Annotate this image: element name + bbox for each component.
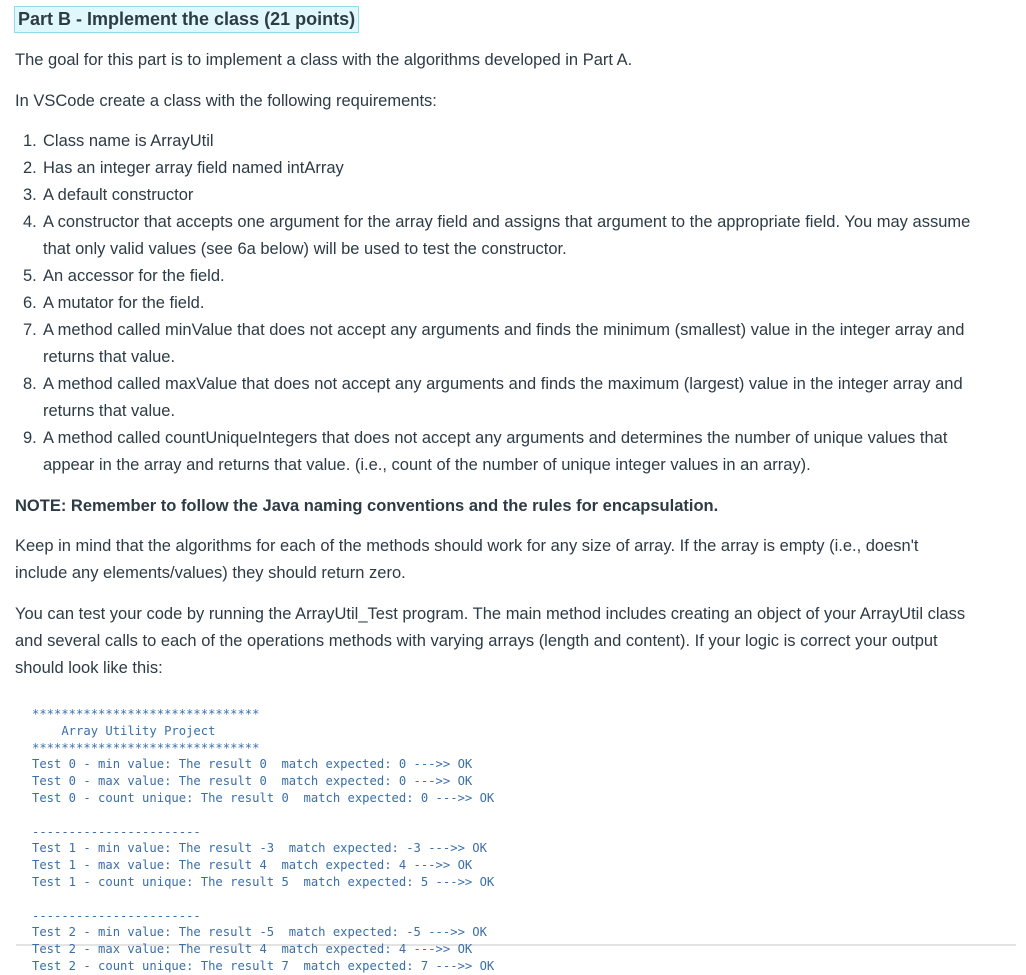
requirement-number: 4. (23, 213, 37, 231)
requirement-text: A method called countUniqueIntegers that does not accept any arguments and determines the number of unique values that appear in the array and returns that value. (i.e., count of the number of unique integer values in an array). (43, 429, 948, 474)
requirement-text: An accessor for the field. (43, 267, 225, 285)
heading-container (14, 6, 359, 33)
requirement-text: Has an integer array field named intArray (43, 159, 344, 177)
requirement-text: A method called maxValue that does not accept any arguments and finds the maximum (largest) value in the integer array and returns that value. (43, 375, 963, 420)
console-line: ----------------------- (32, 824, 201, 839)
page-title: Part B - Implement the class (21 points) (14, 6, 359, 33)
console-line: Test 2 - min value: The result -5 match expected: -5 --->> OK (32, 925, 487, 940)
requirement-number: 8. (23, 375, 37, 393)
requirements-list (0, 128, 973, 479)
requirement-item (23, 155, 973, 182)
requirement-item (23, 425, 973, 479)
console-line: Test 0 - max value: The result 0 match expected: 0 --->> OK (32, 774, 473, 789)
requirement-item (23, 263, 973, 290)
console-line: ----------------------- (32, 908, 201, 923)
requirement-item (23, 317, 973, 371)
keep-in-mind-paragraph: Keep in mind that the algorithms for each of the methods should work for any size of array. If the array is empty (i.e., doesn't include any elements/values) they should return zero. (15, 537, 919, 582)
console-line: Test 2 - count unique: The result 7 match expected: 7 --->> OK (32, 958, 495, 973)
console-line: Test 0 - min value: The result 0 match expected: 0 --->> OK (32, 757, 473, 772)
console-line: Test 1 - max value: The result 4 match expected: 4 --->> OK (32, 858, 473, 873)
console-line: ******************************* (32, 707, 260, 721)
requirement-number: 3. (23, 186, 37, 204)
note-text: NOTE: Remember to follow the Java naming conventions and the rules for encapsulation. (15, 497, 719, 515)
requirement-text: A constructor that accepts one argument for the array field and assigns that argument to the appropriate field. You may assume that only valid values (see 6a below) will be used to test the constructor. (43, 213, 971, 258)
requirement-item (23, 182, 973, 209)
console-line: Test 0 - count unique: The result 0 match expected: 0 --->> OK (32, 790, 495, 805)
requirement-text: A mutator for the field. (43, 294, 205, 312)
requirement-item (23, 290, 973, 317)
requirement-item (23, 371, 973, 425)
console-output-screenshot (16, 698, 1016, 973)
requirement-text: A method called minValue that does not accept any arguments and finds the minimum (smallest) value in the integer array and returns that value. (43, 321, 965, 366)
console-line: Array Utility Project (32, 723, 216, 738)
console-output (16, 698, 1016, 975)
requirement-number: 1. (23, 132, 37, 150)
console-line: Test 1 - min value: The result -3 match expected: -3 --->> OK (32, 841, 487, 856)
console-line: ******************************* (32, 740, 260, 755)
requirement-number: 2. (23, 159, 37, 177)
requirement-item (23, 209, 973, 263)
requirement-text: A default constructor (43, 186, 194, 204)
vscode-paragraph: In VSCode create a class with the following requirements: (15, 92, 437, 110)
test-instructions-paragraph: You can test your code by running the ArrayUtil_Test program. The main method includes creating an object of your ArrayUtil class and several calls to each of the operations methods with varying arrays (length and content). If your logic is correct your output should look like this: (15, 605, 966, 677)
goal-paragraph: The goal for this part is to implement a class with the algorithms developed in Part A. (15, 51, 633, 69)
console-line: Test 2 - max value: The result 4 match expected: 4 --->> OK (32, 942, 473, 957)
requirement-number: 7. (23, 321, 37, 339)
requirement-number: 5. (23, 267, 37, 285)
requirement-number: 6. (23, 294, 37, 312)
requirement-number: 9. (23, 429, 37, 447)
console-line: Test 1 - count unique: The result 5 match expected: 5 --->> OK (32, 874, 495, 889)
requirement-text: Class name is ArrayUtil (43, 132, 214, 150)
requirement-item (23, 128, 973, 155)
